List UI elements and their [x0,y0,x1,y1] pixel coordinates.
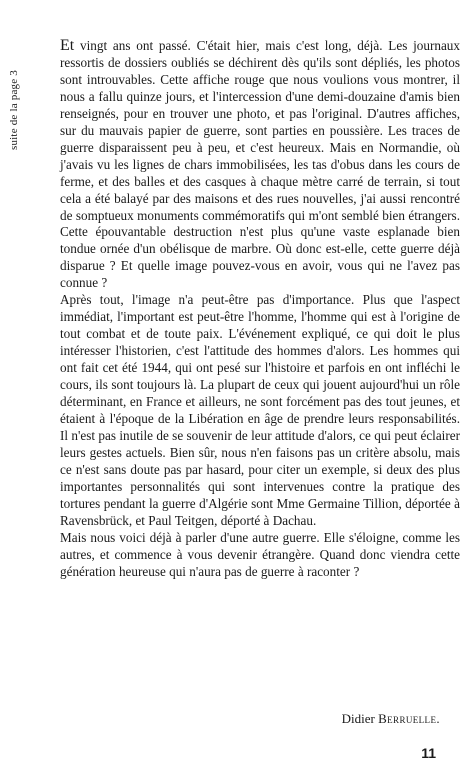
paragraph-3: Mais nous voici déjà à parler d'une autre guerre. Elle s'éloigne, comme les autres, et commence à vous devenir étrangère. Quand donc viendra cette génération heureuse qui n'aura pas de guerre à raconter ? [60,529,460,579]
paragraph-2: Après tout, l'image n'a peut-être pas d'importance. Plus que l'aspect immédiat, l'important est peut-être l'homme, l'homme qui est à l'origine de tout combat et de toute paix. L'événement expliqué, ce qui doit le plus intéresser l'historien, c'est l'attitude des hommes d'alors. Les hommes qui ont fait cet été 1944, qui ont pesé sur l'histoire et parfois en ont infléchi le cours, ils sont toujours là. La plupart de ceux qui jouent aujourd'hui un rôle déterminant, en France et ailleurs, ne sont forcément pas des tout jeunes, et étaient à l'époque de la Libération en âge de prendre leurs responsabilités. Il n'est pas inutile de se souvenir de leur attitude d'alors, ce qui peut éclairer leurs gestes actuels. Bien sûr, nous n'en faisons pas un critère absolu, mais ce n'est sans doute pas par hasard, pour citer un exemple, si deux des plus importantes personnalités qui sont intervenues contre la pratique des tortures pendant la guerre d'Algérie sont Mme Germaine Tillion, déportée à Ravensbrück, et Paul Teitgen, déporté à Dachau. [60,292,460,528]
paragraph-1 [60,38,460,292]
article-body [60,38,460,581]
author-signature [342,711,440,727]
author-surname: Berruelle. [378,711,440,726]
paragraph-lead-word: Et [60,37,75,54]
author-first-name: Didier [341,711,375,726]
margin-continuation-note: suite de la page 3 [8,70,20,150]
page-number: 11 [421,745,436,761]
paragraph-1-text: vingt ans ont passé. C'était hier, mais c'est long, déjà. Les journaux ressortis de dossiers oubliés se déchirent dès qu'ils sont dépliés, les photos sont introuvables. Cette affiche rouge que nous voulions vous montrer, il nous a fallu quinze jours, et l'intercession d'une demi-douzaine d'amis bien renseignés, pour en trouver une photo, et pas l'original. D'autres affiches, sur du mauvais papier de guerre, sont parties en poussière. Les traces de guerre disparaissent peu à peu, et c'est heureux. Mais en Normandie, où j'avais vu les lignes de chars immobilisées, les tas d'obus dans les cours de ferme, et des balles et des casques à chaque mètre carré de terrain, si tout cela a été balayé par des maisons et des rues nouvelles, j'ai aussi rencontré de somptueux monuments commémoratifs qui m'ont semblé bien étrangers. Cette épouvantable destruction n'est plus qu'une vaste esplanade bien tondue ornée d'un obélisque de marbre. Où donc est-elle, cette guerre déjà disparue ? Et quelle image pouvez-vous en avoir, vous qui ne l'avez pas connue ? [60,38,460,291]
